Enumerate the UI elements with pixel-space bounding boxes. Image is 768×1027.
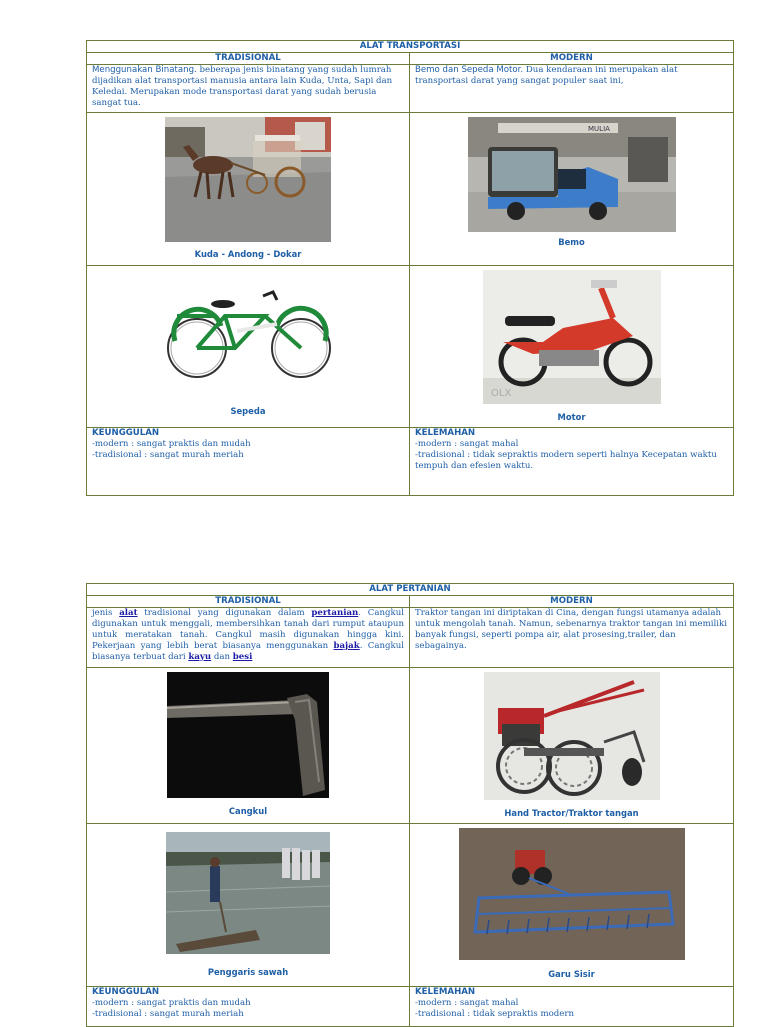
farm-dis-title: KELEMAHAN: [415, 987, 476, 997]
transport-modern-desc-body: Dua kendaraan ini merupakan alat transportasi darat yang sangat populer saat ini,: [415, 65, 678, 86]
transport-dis-traditional: -tradisional : tidak sepraktis modern seperti halnya Kecepatan waktu tempuh dan efesien waktu.: [415, 450, 717, 471]
link-bajak[interactable]: bajak: [333, 641, 360, 651]
transport-col-traditional: TRADISIONAL: [87, 53, 410, 65]
caption-penggaris: Penggaris sawah: [207, 967, 289, 977]
transport-disadvantages: [410, 428, 734, 496]
cangkul-cell: [87, 668, 410, 824]
transport-adv-title: KEUNGGULAN: [92, 428, 160, 438]
transport-modern-desc-lead: Bemo dan Sepeda Motor.: [415, 65, 524, 75]
horse-carriage-image: [165, 117, 331, 242]
caption-tractor: Hand Tractor/Traktor tangan: [504, 808, 639, 818]
transport-modern-desc: [410, 65, 734, 113]
caption-bemo: Bemo: [558, 237, 585, 247]
hand-tractor-image: [484, 672, 660, 800]
motor-cell: [410, 266, 734, 428]
garu-cell: [410, 824, 734, 987]
farm-col-modern: MODERN: [410, 596, 734, 608]
transport-col-modern: MODERN: [410, 53, 734, 65]
transport-trad-desc-body: beberapa jenis binatang yang sudah lumrah dijadikan alat transportasi manusia antara lain Kuda, Unta, Sapi dan Keledai. Merupakan mode transportasi darat yang sudah berusia sangat tua.: [92, 65, 393, 108]
transport-advantages: [87, 428, 410, 496]
caption-motor: Motor: [557, 412, 586, 422]
farm-adv-title: KEUNGGULAN: [92, 987, 160, 997]
farm-trad-text-1: jenis: [92, 608, 120, 618]
bemo-cell: [410, 113, 734, 266]
link-alat[interactable]: alat: [119, 608, 138, 618]
bicycle-image: [165, 286, 333, 386]
transport-adv-traditional: -tradisional : sangat murah meriah: [92, 450, 244, 460]
motorcycle-image: [483, 270, 661, 404]
transport-trad-desc-lead: Menggunakan Binatang.: [92, 65, 197, 75]
caption-cangkul: Cangkul: [228, 806, 268, 816]
sepeda-cell: [87, 266, 410, 428]
farm-col-traditional: TRADISIONAL: [87, 596, 410, 608]
farm-adv-traditional: -tradisional : sangat murah meriah: [92, 1009, 244, 1019]
transport-traditional-desc: [87, 65, 410, 113]
link-pertanian[interactable]: pertanian: [311, 608, 359, 618]
transport-title: ALAT TRANSPORTASI: [87, 41, 734, 53]
field-cultivator-image: [459, 828, 685, 960]
link-besi[interactable]: besi: [232, 652, 253, 662]
farm-dis-modern: -modern : sangat mahal: [415, 998, 519, 1008]
farm-disadvantages: [410, 987, 734, 1027]
hoe-image: [167, 672, 329, 798]
farm-traditional-desc: [87, 608, 410, 668]
rice-field-leveler-image: [166, 832, 330, 954]
caption-garu: Garu Sisir: [548, 969, 595, 979]
tractor-cell: [410, 668, 734, 824]
farm-trad-text-3: . Cangkul digunakan untuk menggali, membersihkan tanah dari rumput ataupun untuk meratakan tanah. Cangkul masih digunakan hingga kini. Pekerjaan yang lebih berat biasanya menggunakan: [92, 608, 404, 651]
farm-dis-traditional: -tradisional : tidak sepraktis modern: [415, 1009, 575, 1019]
penggaris-cell: [87, 824, 410, 987]
farm-trad-text-5: dan: [211, 652, 233, 662]
shop-sign-text: MULIA: [588, 125, 610, 133]
watermark-olx: OLX: [491, 388, 512, 399]
farm-trad-text-2: tradisional yang digunakan dalam: [137, 608, 312, 618]
kuda-cell: [87, 113, 410, 266]
caption-sepeda: Sepeda: [230, 406, 266, 416]
link-kayu[interactable]: kayu: [188, 652, 212, 662]
transport-adv-modern: -modern : sangat praktis dan mudah: [92, 439, 251, 449]
transport-dis-modern: -modern : sangat mahal: [415, 439, 519, 449]
transport-table: [86, 40, 734, 496]
transport-dis-title: KELEMAHAN: [415, 428, 476, 438]
farm-trad-text-4: . Cangkul biasanya terbuat dari: [92, 641, 404, 662]
farm-table: [86, 583, 734, 1027]
farm-modern-desc: Traktor tangan ini diriptakan di Cina, dengan fungsi utamanya adalah untuk mengolah tanah. Namun, sebenarnya traktor tangan ini memiliki banyak fungsi, seperti pompa air, alat prosesing,trailer, dan sebagainya.: [410, 608, 734, 668]
caption-kuda: Kuda - Andong - Dokar: [194, 249, 302, 259]
farm-title: ALAT PERTANIAN: [87, 584, 734, 596]
farm-advantages: [87, 987, 410, 1027]
bemo-image: [468, 117, 676, 232]
farm-adv-modern: -modern : sangat praktis dan mudah: [92, 998, 251, 1008]
